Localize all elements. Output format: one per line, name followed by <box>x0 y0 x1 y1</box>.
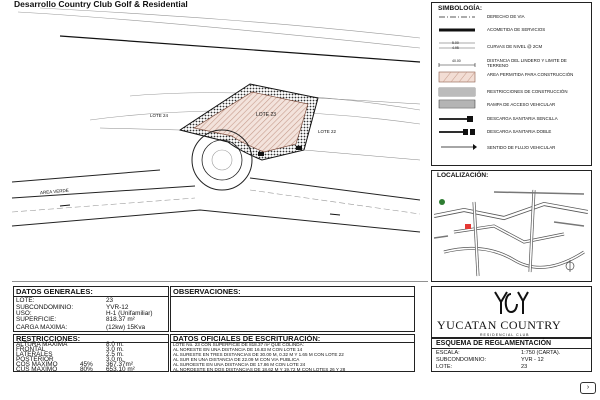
restriction-front-value: 3.0 m. <box>106 346 124 353</box>
restriction-cus-value: 653.10 m² <box>106 366 135 373</box>
legend-item-double-drain: DESCARGA SANITARIA DOBLE <box>487 129 552 134</box>
next-arrow-icon[interactable]: › <box>580 382 596 394</box>
legend-item-service-connection: ACOMETIDA DE SERVICIOS <box>487 27 546 32</box>
general-use-label: USO: <box>16 310 32 317</box>
general-lot-label: LOTE: <box>16 297 35 304</box>
observations-title: OBSERVACIONES: <box>173 287 241 296</box>
area-verde-label: AREA VERDE <box>39 187 69 196</box>
restriction-height-value: 8.0 m. <box>106 341 124 348</box>
contour-value-lower: 4.95 <box>452 46 459 50</box>
schema-lot-value: 23 <box>521 364 528 370</box>
document-title: Desarrollo Country Club Golf & Residential <box>14 0 188 9</box>
brand-subtitle: RESIDENCIAL CLUB <box>480 333 530 337</box>
restriction-rear-value: 3.0 m. <box>106 356 124 363</box>
deed-line: AL SUR EN UNA DISTANCIA DE 22.09 M CON VIA PUBLICA <box>173 357 300 362</box>
restriction-cos-label: COS MAXIMO <box>16 361 58 368</box>
general-subcondo-label: SUBCONDOMINIO: <box>16 304 74 311</box>
general-use-value: H-1 (Unifamiliar) <box>106 310 153 317</box>
general-surface-value: 818.37 m² <box>106 316 135 323</box>
double-drain-icon <box>437 127 477 137</box>
adjacent-lot-24-label: LOTE 24 <box>150 113 169 118</box>
restriction-cos-value: 367.37m² <box>106 361 133 368</box>
restriction-sides-value: 2.5 m. <box>106 351 124 358</box>
legend-item-right-of-way: DERECHO DE VIA <box>487 14 525 19</box>
right-of-way-icon <box>437 12 477 22</box>
brand-name: YUCATAN COUNTRY <box>437 318 562 332</box>
contour-value-upper: 5.00 <box>452 41 459 45</box>
setback-value: 40.00 <box>452 59 461 63</box>
yucatan-country-logo <box>492 290 530 316</box>
restrictions-title: RESTRICCIONES: <box>16 334 81 343</box>
legend-item-restrictions: RESTRICCIONES DE CONSTRUCCIÓN <box>487 89 568 94</box>
deed-title: DATOS OFICIALES DE ESCRITURACIÓN: <box>173 334 321 343</box>
deed-line: AL SURESTE EN TRES DISTANCIAS DE 30.00 M, 0.32 M Y 1.65 M CON LOTE 22 <box>173 352 344 357</box>
restriction-icon <box>437 87 477 97</box>
legend-item-setback: DISTANCIA DEL LINDERO Y LIMITE DE TERRENO <box>487 58 567 68</box>
single-drain-icon <box>437 114 477 124</box>
access-ramp-icon <box>437 99 477 109</box>
legend-item-single-drain: DESCARGA SANITARIA SENCILLA <box>487 116 558 121</box>
deed-line: AL NOROESTE EN DOS DISTANCIAS DE 18.62 M Y 19.72 M CON LOTES 26 Y 28 <box>173 367 346 372</box>
general-load-value: (12kw) 15Kva <box>106 324 146 331</box>
restriction-cus-label: CUS MAXIMO <box>16 366 58 373</box>
schema-subcondo-value: YVR - 12 <box>521 357 544 363</box>
schema-title: ESQUEMA DE REGLAMENTACIÓN <box>436 340 552 347</box>
location-map <box>434 182 588 278</box>
legend-item-buildable-area: AREA PERMITIDA PARA CONSTRUCCIÓN <box>487 72 574 77</box>
hatched-area-icon <box>437 71 477 83</box>
general-lot-value: 23 <box>106 297 114 304</box>
general-load-label: CARGA MAXIMA: <box>16 324 68 331</box>
restriction-cus-pct: 80% <box>80 366 93 373</box>
schema-lot-label: LOTE: <box>436 364 453 370</box>
general-data-title: DATOS GENERALES: <box>16 287 93 296</box>
traffic-flow-arrow-icon <box>437 142 477 152</box>
restriction-rear-label: POSTERIOR <box>16 356 54 363</box>
general-surface-label: SUPERFICIE: <box>16 316 57 323</box>
symbology-title: SIMBOLOGÍA: <box>438 5 483 12</box>
restriction-front-label: FRONTAL <box>16 346 46 353</box>
legend-item-traffic-flow: SENTIDO DE FLUJO VEHICULAR <box>487 145 556 150</box>
service-connection-icon <box>437 25 477 35</box>
schema-subcondo-label: SUBCONDOMINIO: <box>436 357 487 363</box>
legend-item-contours: CURVAS DE NIVEL @ 2CM <box>487 44 543 49</box>
deed-line: AL SUROESTE EN UNA DISTANCIA DE 17.86 M CON LOTE 24 <box>173 362 306 367</box>
deed-line: LOTE No. 23 CON SUPERFICIE DE 818.37 m² QUE COLINDA: <box>173 342 304 347</box>
restriction-cos-pct: 45% <box>80 361 93 368</box>
adjacent-lot-22-label: LOTE 22 <box>318 129 337 134</box>
deed-line: AL NORESTE EN UNA DISTANCIA DE 16.83 M CON LOTE 14 <box>173 347 303 352</box>
schema-scale-label: ESCALA: <box>436 350 460 356</box>
legend-item-access-ramp: RAMPA DE ACCESO VEHICULAR <box>487 102 556 107</box>
restriction-height-label: ALTURA MAXIMA <box>16 341 68 348</box>
restriction-sides-label: LATERALES <box>16 351 53 358</box>
general-subcondo-value: YVR-12 <box>106 304 129 311</box>
lot-number-label: LOTE 23 <box>256 112 277 118</box>
schema-scale-value: 1:750 (CARTA). <box>521 350 561 356</box>
location-title: LOCALIZACIÓN: <box>437 172 489 179</box>
